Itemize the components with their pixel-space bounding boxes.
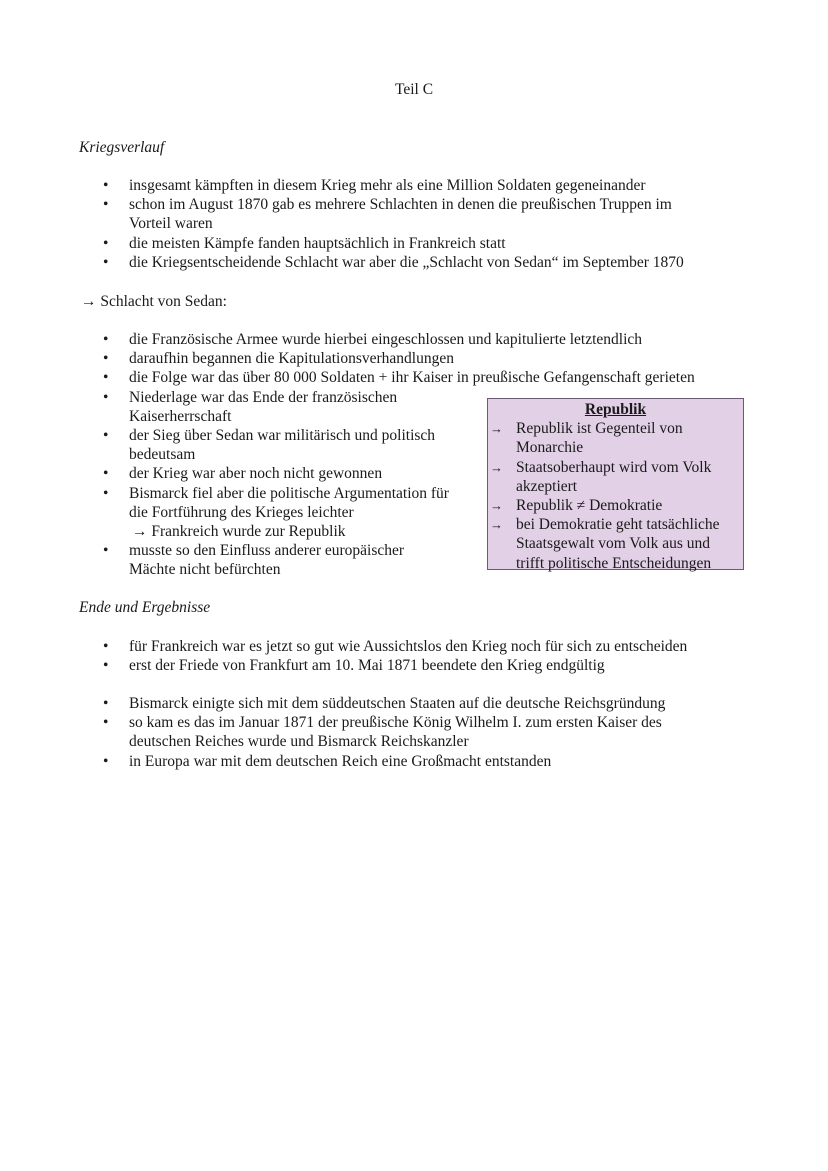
list-item: → bei Demokratie geht tatsächliche Staatsgewalt vom Volk aus und trifft politische Entscheidungen xyxy=(490,516,720,572)
arrow-icon: → xyxy=(490,517,503,533)
list-item: • Bismarck fiel aber die politische Argumentation für die Fortführung des Krieges leichter → Frankreich wurde zur Republik xyxy=(0,484,695,542)
section-heading-kriegsverlauf: Kriegsverlauf xyxy=(79,139,165,156)
infobox-title: Republik xyxy=(584,401,647,418)
list-item: • musste so den Einfluss anderer europäischer Mächte nicht befürchten xyxy=(103,542,405,579)
list-item: • erst der Friede von Frankfurt am 10. Mai 1871 beendete den Krieg endgültig xyxy=(103,657,605,675)
list-item: • die Kriegsentscheidende Schlacht war aber die „Schlacht von Sedan“ im September 1870 xyxy=(103,253,684,271)
republik-infobox xyxy=(487,398,744,570)
list-item: • insgesamt kämpften in diesem Krieg mehr als eine Million Soldaten gegeneinander xyxy=(103,177,646,194)
list-item: • Niederlage war das Ende der französischen Kaiserherrschaft xyxy=(103,388,398,425)
arrow-icon: → xyxy=(490,421,503,437)
sedan-heading: → Schlacht von Sedan: xyxy=(81,293,227,310)
list-item: • die Folge war das über 80 000 Soldaten + ihr Kaiser in preußische Gefangenschaft gerieten xyxy=(103,369,695,387)
arrow-icon: → xyxy=(490,498,503,514)
infobox-list xyxy=(488,419,743,573)
list-item: • so kam es das im Januar 1871 der preußische König Wilhelm I. zum ersten Kaiser des deutschen Reiches wurde und Bismarck Reichskanzler xyxy=(103,714,662,751)
list-item: → Republik ≠ Demokratie xyxy=(490,497,663,515)
page-title: Teil C xyxy=(394,81,434,98)
list-item: • Bismarck einigte sich mit dem süddeutschen Staaten auf die deutsche Reichsgründung xyxy=(103,695,666,712)
arrow-icon: → xyxy=(81,293,97,310)
list-item: • schon im August 1870 gab es mehrere Schlachten in denen die preußischen Truppen im Vorteil waren xyxy=(103,196,672,233)
ende-list-2 xyxy=(0,694,665,771)
list-item: • der Sieg über Sedan war militärisch und politisch bedeutsam xyxy=(103,427,436,464)
list-item: • daraufhin begannen die Kapitulationsverhandlungen xyxy=(103,350,454,368)
kriegsverlauf-list xyxy=(0,176,684,272)
sub-point: → Frankreich wurde zur Republik xyxy=(132,523,346,541)
list-item: → Staatsoberhaupt wird vom Volk akzeptiert xyxy=(490,458,712,495)
arrow-icon: → xyxy=(132,523,148,541)
list-item: • für Frankreich war es jetzt so gut wie Aussichtslos den Krieg noch für sich zu entscheiden xyxy=(103,638,688,655)
list-item: → Republik ist Gegenteil von Monarchie xyxy=(490,420,683,457)
arrow-icon: → xyxy=(490,459,503,475)
list-item: • die Französische Armee wurde hierbei eingeschlossen und kapitulierte letztendlich xyxy=(103,331,643,348)
ende-list-1 xyxy=(0,637,687,675)
list-item: • die meisten Kämpfe fanden hauptsächlich in Frankreich statt xyxy=(103,234,506,252)
section-heading-ende: Ende und Ergebnisse xyxy=(79,599,211,616)
list-item: • in Europa war mit dem deutschen Reich eine Großmacht entstanden xyxy=(103,752,552,770)
list-item: • der Krieg war aber noch nicht gewonnen xyxy=(103,465,383,483)
